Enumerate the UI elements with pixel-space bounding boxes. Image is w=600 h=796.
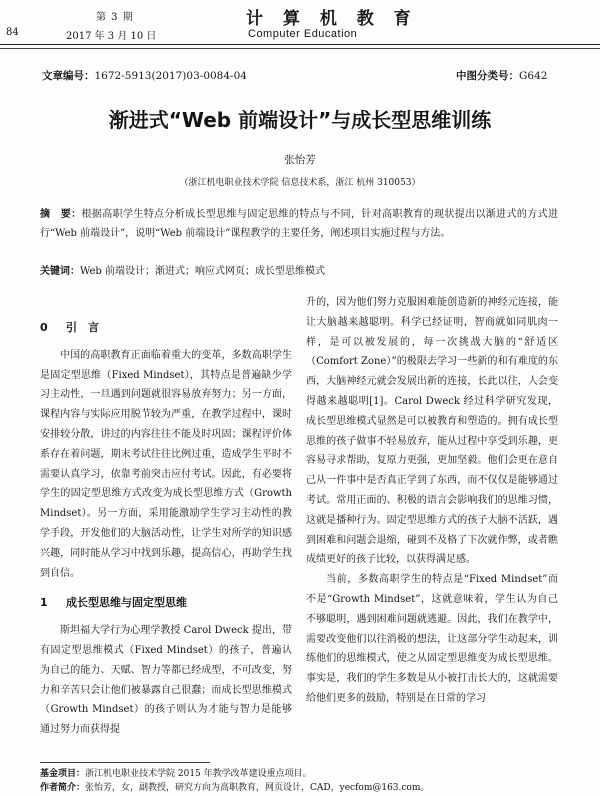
section-heading (40, 318, 292, 338)
abstract (40, 205, 558, 243)
page-number: 84 (6, 27, 19, 38)
classification-label: 中图分类号： (456, 70, 519, 82)
footnote-text: 张怡芳，女，副教授，研究方向为高职教育，网页设计，CAD，yecfom@163.com。 (85, 783, 430, 793)
author-name: 张怡芳 (284, 154, 316, 166)
journal-title-cn: 计 算 机 教 育 (246, 9, 418, 29)
keywords (40, 263, 558, 280)
section-number: 1 (40, 596, 48, 610)
issue-date: 2017 年 3 月 10 日 (66, 31, 157, 42)
section-number: 0 (40, 321, 48, 334)
classification-value: G642 (519, 70, 548, 82)
section-heading (40, 593, 292, 613)
footnote-label: 基金项目： (40, 769, 86, 779)
paragraph: 当前，多数高职学生的特点是“Fixed Mindset”而不是“Growth Mindset”，这就意味着，学生认为自己不够聪明，遇到困难问题就逃避。因此，我们在教学中，需要改变他们以往消极的想法，让这部分学生动起来，训练他们的思维模式，使之从固定型思维变为成长型思维。事实是，我们的学生多数是从小被打击长大的，这就需要给他们更多的鼓励，特别是在日常的学习 (306, 574, 558, 704)
paragraph: 斯坦福大学行为心理学教授 Carol Dweck 提出，带有固定型思维模式（Fixed Mindset）的孩子，普遍认为自己的能力、天赋、智力等都已经成型，不可改变，努力和辛苦只会让他们被暴露自己很蠢；而成长型思维模式（Growth Mindset）的孩子则认为才能与智力是能够通过努力而获得提 (40, 625, 292, 736)
section-title: 成长型思维与固定型思维 (66, 596, 187, 610)
keywords-label: 关键词： (40, 266, 80, 277)
keywords-text: Web 前端设计；渐进式；响应式网页；成长型思维模式 (80, 266, 325, 277)
article-number-label: 文章编号： (42, 70, 95, 82)
header-rule (0, 44, 600, 45)
footnote-author-bio (40, 780, 560, 793)
left-column (40, 318, 292, 740)
author-affiliation: （浙江机电职业技术学院 信息技术系，浙江 杭州 310053） (179, 178, 421, 188)
abstract-label: 摘 要： (40, 209, 82, 220)
journal-title-en: Computer Education (248, 28, 358, 40)
section-title: 引 言 (66, 321, 99, 334)
footnote-rule (40, 762, 210, 763)
right-column (306, 293, 558, 709)
classification-number (456, 68, 547, 83)
footnote-label: 作者简介： (40, 783, 86, 793)
abstract-text: 根据高职学生特点分析成长型思维与固定思维的特点与不同，针对高职教育的现状提出以渐进式的方式进行“Web 前端设计”，说明“Web 前端设计”课程教学的主要任务，阐述项目实施过程与方法。 (40, 209, 559, 239)
paragraph: 中国的高职教育正面临着重大的变革，多数高职学生是固定型思维（Fixed Mindset），其特点是普遍缺少学习主动性，一旦遇到问题就很容易放弃努力；另一方面，课程内容与实际应用脱节较为严重，在教学过程中，课时安排较分散，讲过的内容往往不能及时巩固；课程评价体系存在着问题，期末考试往往比例过重，造成学生平时不需要认真学习，依靠考前突击应付考试。因此，有必要将学生的固定型思维方式改变为成长型思维方式（Growth Mindset）。另一方面，采用能激励学生学习主动性的教学手段，开发他们的大脑活动性，让学生对所学的知识感兴趣，同时能从学习中找到乐趣，提高信心，再助学生找到自信。 (40, 349, 292, 579)
article-number-value: 1672-5913(2017)03-0084-04 (94, 70, 247, 82)
issue-number: 第 3 期 (96, 12, 134, 23)
header-rule-thin (0, 48, 600, 49)
paper-title: 渐进式“Web 前端设计”与成长型思维训练 (108, 108, 492, 132)
article-number (42, 68, 247, 83)
footnote-text: 浙江机电职业技术学院 2015 年教学改革建设重点项目。 (85, 769, 312, 779)
paragraph-continued: 升的，因为他们努力克服困难能创造新的神经元连接，能让大脑越来越聪明。科学已经证明，智商就如同肌肉一样，是可以被发展的，每一次挑战大脑的“舒适区（Comfort Zone）”的极限去学习一些新的和有难度的东西，大脑神经元就会发展出新的连接，长此以往，人会变得越来越聪明[1]。Carol Dweck 经过科学研究发现，成长型思维模式显然是可以被教育和塑造的。拥有成长型思维的孩子做事不轻易放弃，能从过程中享受到乐趣，更容易寻求帮助，复原力更强，更加坚毅。他们会更在意自己从一件事中是否真正学到了东西，而不仅仅是能够通过考试。常用正面的、积极的语言会影响我们的思维习惯，这就是播种行为。固定型思维方式的孩子大脑不活跃，遇到困难和问题会退缩，碰到不及格了下次就作弊，或者瞧成绩更好的孩子比较，以获得满足感。 (306, 297, 558, 566)
footnote-funding (40, 766, 560, 779)
